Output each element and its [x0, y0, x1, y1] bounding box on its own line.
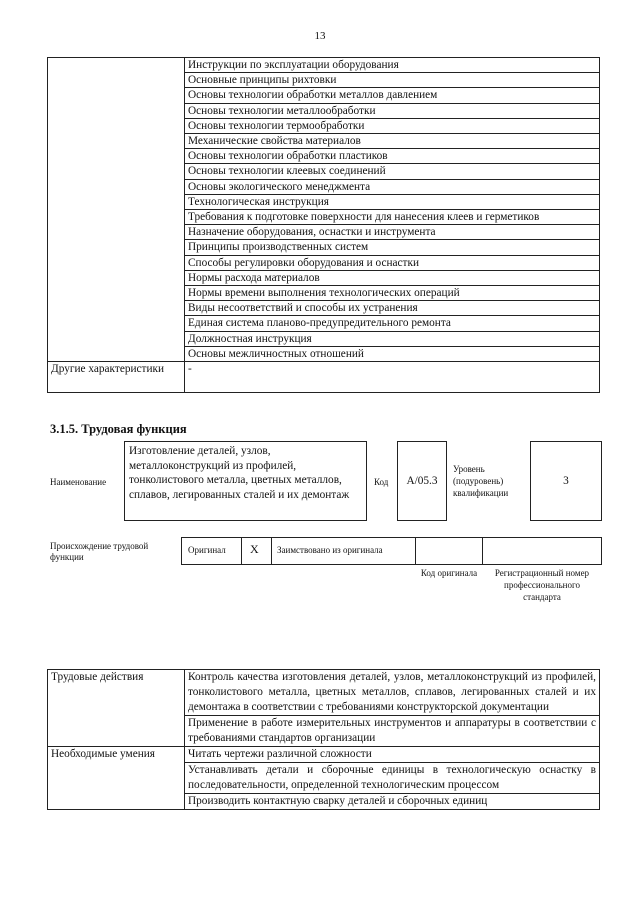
knowledge-item: Инструкции по эксплуатации оборудования — [185, 58, 600, 73]
knowledge-item: Основы экологического менеджмента — [185, 179, 600, 194]
knowledge-item: Основные принципы рихтовки — [185, 73, 600, 88]
code-box — [397, 441, 447, 521]
original-mark: X — [250, 542, 259, 556]
function-name-box — [124, 441, 367, 521]
knowledge-item: Технологическая инструкция — [185, 194, 600, 209]
knowledge-item: Механические свойства материалов — [185, 134, 600, 149]
code-label: Код — [374, 477, 389, 487]
knowledge-label-cell — [48, 58, 185, 362]
knowledge-table — [47, 57, 600, 393]
action-item: Применение в работе измерительных инструментов и аппаратуры в соответствии с требованиями стандартов организации — [185, 716, 600, 747]
name-label: Наименование — [50, 477, 107, 487]
actions-skills-table — [47, 669, 600, 810]
knowledge-item: Основы технологии термообработки — [185, 118, 600, 133]
action-item: Контроль качества изготовления деталей, узлов, металлоконструкций из профилей, тонколистового металла, цветных металлов, сплавов, легированных сталей и их демонтажа в соответствии с требованиями конструкторской документации — [185, 670, 600, 716]
origin-label: Происхождение трудовой функции — [50, 541, 149, 562]
function-name-value: Изготовление деталей, узлов, металлоконструкций из профилей, тонколистового металла, цветных металлов, сплавов, легированных сталей и их демонтаж — [129, 445, 350, 501]
table-row — [48, 670, 600, 716]
knowledge-item: Основы технологии клеевых соединений — [185, 164, 600, 179]
section-heading: 3.1.5. Трудовая функция — [50, 422, 187, 436]
knowledge-item: Требования к подготовке поверхности для нанесения клеев и герметиков — [185, 210, 600, 225]
knowledge-item: Основы технологии обработки пластиков — [185, 149, 600, 164]
skills-label: Необходимые умения — [48, 747, 185, 810]
knowledge-item: Основы технологии металлообработки — [185, 103, 600, 118]
page-number: 13 — [314, 30, 326, 42]
skill-item: Производить контактную сварку деталей и сборочных единиц — [185, 794, 600, 810]
knowledge-item: Нормы расхода материалов — [185, 270, 600, 285]
knowledge-item: Виды несоответствий и способы их устранения — [185, 301, 600, 316]
level-value: 3 — [563, 475, 569, 487]
table-row — [48, 362, 600, 393]
knowledge-item: Основы технологии обработки металлов давлением — [185, 88, 600, 103]
divider — [271, 537, 272, 565]
table-row — [48, 747, 600, 763]
divider — [482, 537, 483, 565]
other-value: - — [185, 362, 600, 393]
code-value: А/05.3 — [406, 475, 438, 487]
knowledge-item: Принципы производственных систем — [185, 240, 600, 255]
knowledge-item: Должностная инструкция — [185, 331, 600, 346]
skill-item: Читать чертежи различной сложности — [185, 747, 600, 763]
origin-row — [181, 537, 602, 565]
level-box — [530, 441, 602, 521]
knowledge-item: Единая система планово-предупредительного ремонта — [185, 316, 600, 331]
code-original-caption: Код оригинала — [420, 568, 478, 578]
divider — [415, 537, 416, 565]
knowledge-item: Основы межличностных отношений — [185, 346, 600, 361]
level-label: Уровень (подуровень) квалификации — [453, 464, 509, 498]
table-row — [48, 58, 600, 73]
knowledge-item: Нормы времени выполнения технологических операций — [185, 286, 600, 301]
knowledge-item: Назначение оборудования, оснастки и инструмента — [185, 225, 600, 240]
other-label: Другие характеристики — [48, 362, 185, 393]
reg-number-caption: Регистрационный номер профессионального стандарта — [494, 568, 590, 602]
actions-label: Трудовые действия — [48, 670, 185, 747]
skill-item: Устанавливать детали и сборочные единицы в технологическую оснастку в последовательности, определенной технологическим процессом — [185, 763, 600, 794]
borrowed-label: Заимствовано из оригинала — [277, 545, 383, 555]
knowledge-item: Способы регулировки оборудования и оснастки — [185, 255, 600, 270]
original-label: Оригинал — [188, 545, 226, 555]
divider — [241, 537, 242, 565]
